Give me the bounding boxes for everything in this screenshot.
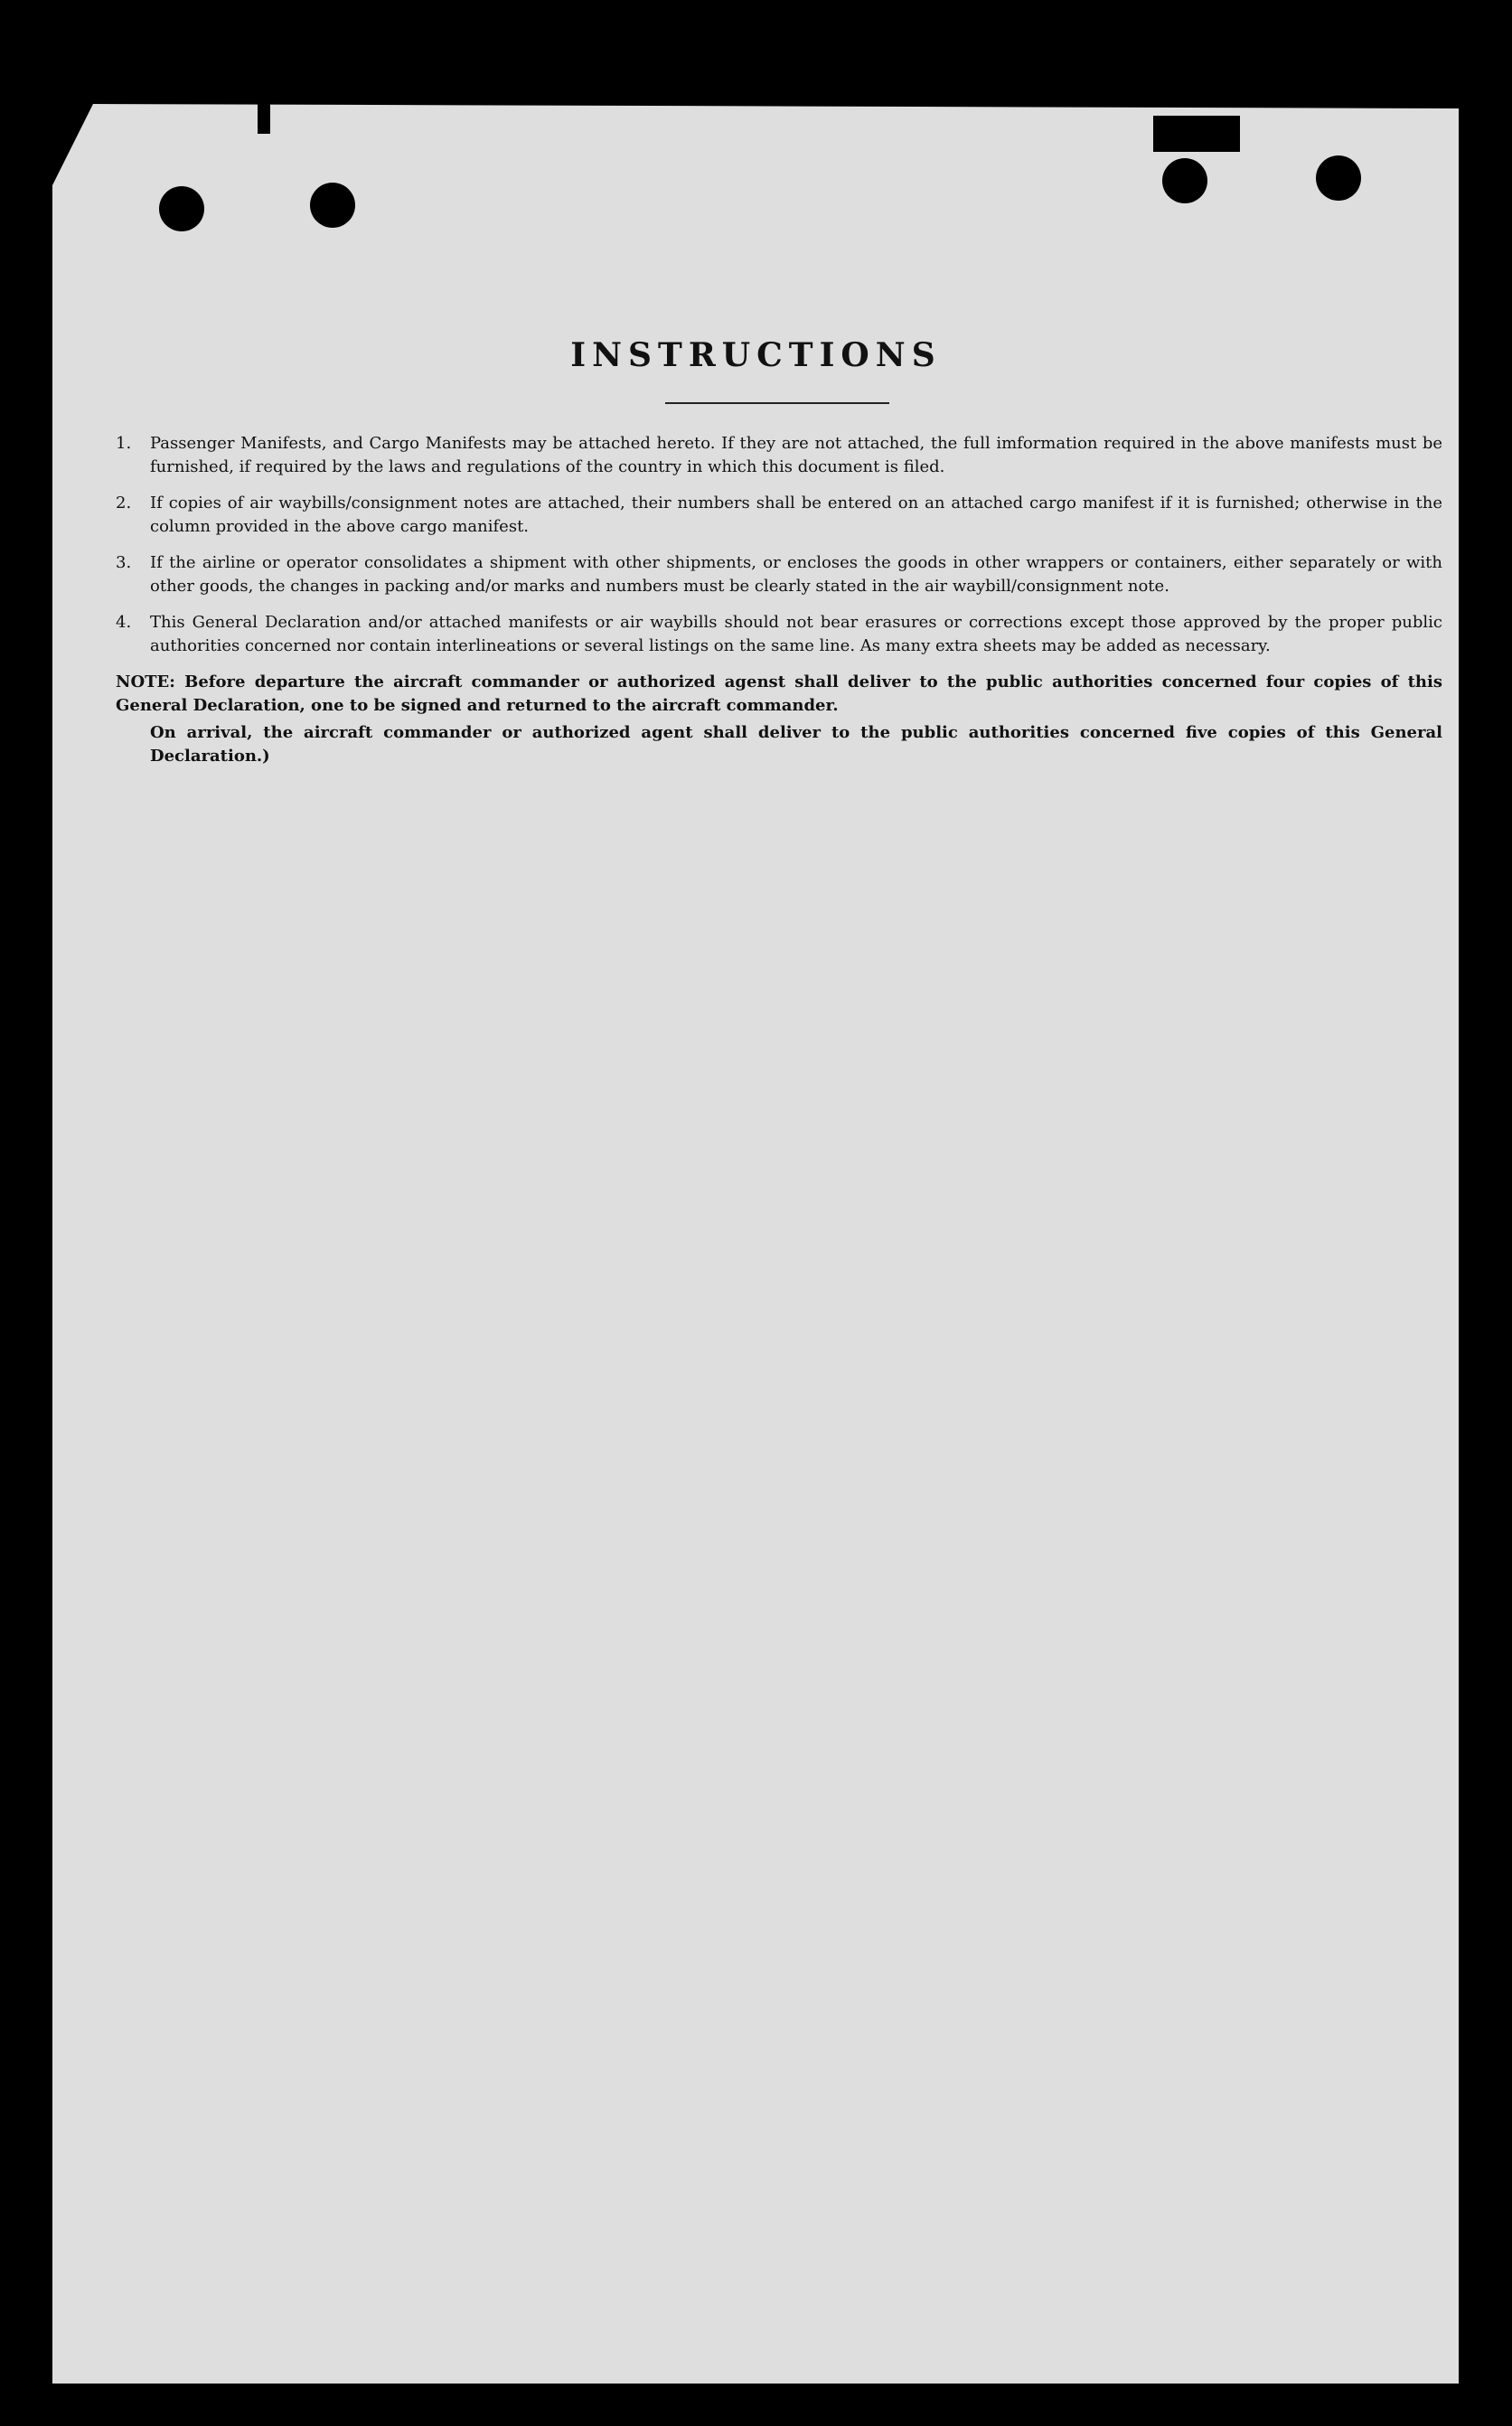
item-number: 2. xyxy=(116,494,132,512)
item-text: This General Declaration and/or attached manifests or air waybills should not bear erasures or corrections except those approved by the proper public authorities concerned nor contain interlineations or several listings on the same line. As many extra sheets may be added as necessary. xyxy=(150,613,1442,655)
item-text: If the airline or operator consolidates a shipment with other shipments, or encloses the goods in other wrappers or containers, either separately or with other goods, the changes in packing and/or marks and numbers must be clearly stated in the air waybill/consignment note. xyxy=(150,553,1442,596)
note-text: Before departure the aircraft commander or authorized agenst shall deliver to the public authorities concerned four copies of this General Declaration, one to be signed and returned to the aircraft commander. xyxy=(116,672,1442,715)
binding-tab xyxy=(1153,116,1240,152)
item-number: 4. xyxy=(116,613,132,632)
instructions-list xyxy=(116,432,1442,768)
punch-hole xyxy=(1316,155,1361,201)
instruction-item xyxy=(116,492,1442,539)
note-label: NOTE: xyxy=(116,672,175,691)
punch-hole xyxy=(159,186,204,231)
item-text: Passenger Manifests, and Cargo Manifests may be attached hereto. If they are not attached, the full imformation required in the above manifests must be furnished, if required by the laws and regulations of the country in which this document is filed. xyxy=(150,434,1442,476)
title-underline xyxy=(665,402,889,404)
instruction-item xyxy=(116,551,1442,598)
item-text: If copies of air waybills/consignment notes are attached, their numbers shall be entered on an attached cargo manifest if it is furnished; otherwise in the column provided in the above cargo manifest. xyxy=(150,494,1442,536)
item-number: 3. xyxy=(116,553,132,572)
note-arrival-text: On arrival, the aircraft commander or authorized agent shall deliver to the public authorities concerned five copies of this General Declaration.) xyxy=(150,723,1442,766)
binding-tab xyxy=(258,98,270,134)
item-number: 1. xyxy=(116,434,132,453)
page-title: INSTRUCTIONS xyxy=(570,336,942,374)
punch-hole xyxy=(310,183,355,228)
instruction-item xyxy=(116,432,1442,479)
punch-hole xyxy=(1162,158,1207,203)
note-paragraph xyxy=(116,671,1442,718)
instruction-item xyxy=(116,611,1442,658)
note-block xyxy=(116,671,1442,768)
